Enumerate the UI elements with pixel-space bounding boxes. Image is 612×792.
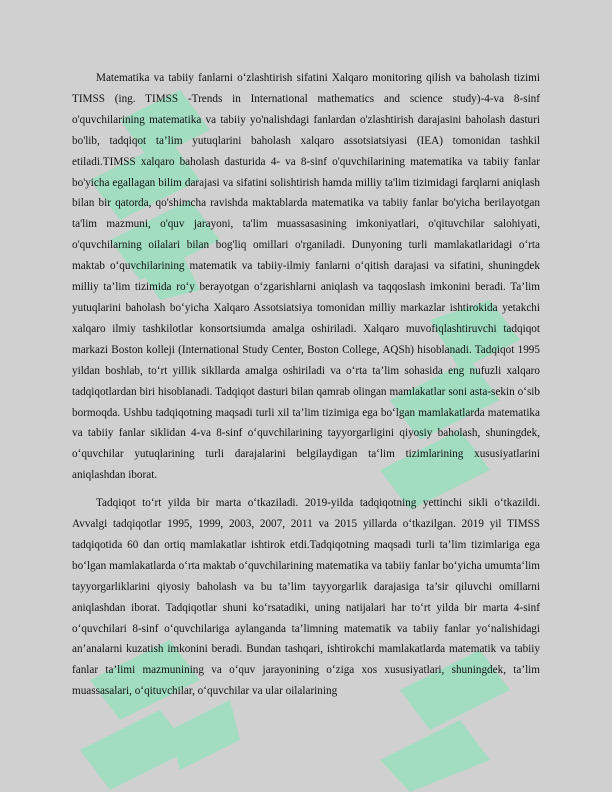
document-body — [72, 68, 540, 702]
paragraph-2: Tadqiqot to‘rt yilda bir marta o‘tkaziladi. 2019-yilda tadqiqotning yettinchi sikli o‘tkazildi. Avvalgi tadqiqotlar 1995, 1999, 2003, 2007, 2011 va 2015 yillarda o‘tkazilgan. 2019 yil TIMSS tadqiqotida 60 dan ortiq mamlakatlar ishtirok etdi.Tadqiqotning maqsadi turli ta’lim tizimlariga ega bo‘lgan mamlakatlarda o‘rta maktab o‘quvchilarining matematika va tabiiy fanlar bo‘yicha umumta‘lim tayyorgarliklarini qiyosiy baholash va bu ta’lim tayyorgarlik darajasiga ta’sir qiluvchi omillarni aniqlashdan iborat. Tadqiqotlar shuni ko‘rsatadiki, uning natijalari har to‘rt yilda bir marta 4-sinf o‘quvchilari 8-sinf o‘quvchilariga aylanganda ta’limning matematik va tabiiy fanlar yo‘nalishidagi an’analarni kuzatish imkonini beradi. Bundan tashqari, ishtirokchi mamlakatlarda matematik va tabiiy fanlar ta’limi mazmunining va o‘quv jarayonining o‘ziga xos xususiyatlari, shuningdek, ta’lim muassasalari, o‘qituvchilar, o‘quvchilar va ular oilalarining — [72, 497, 540, 698]
paragraph-1: Matematika va tabiiy fanlarni o‘zlashtirish sifatini Xalqaro monitoring qilish va baholash tizimi TIMSS (ing. TIMSS -Trends in International mathematics and science study)-4-va 8-sinf o'quvchilarining matematika va tabiiy yo'nalishdagi fanlardan o'zlashtirish darajasini baholash dasturi bo'lib, tadqiqot ta’lim yutuqlarini baholash xalqaro assotsiatsiyasi (IEA) tomonidan tashkil etiladi.TIMSS xalqaro baholash dasturida 4- va 8-sinf o'quvchilarining matematika va tabiiy fanlar bo'yicha egallagan bilim darajasi va sifatini solishtirish hamda milliy ta'lim tizimidagi farqlarni aniqlash bilan bir qatorda, qo'shimcha ravishda maktablarda matematika va tabiiy fanlar bo'yicha berilayotgan ta'lim mazmuni, o'quv jarayoni, ta'lim muassasasining imkoniyatlari, o'qituvchilar salohiyati, o'quvchilarning oilalari bilan bog'liq omillari o'rganiladi. Dunyoning turli mamlakatlaridagi o‘rta maktab o‘quvchilarining matematik va tabiiy-ilmiy fanlarni o‘qitish darajasi va sifatini, shuningdek milliy ta’lim tizimida ro‘y berayotgan o‘zgarishlarni aniqlash va taqqoslash imkonini beradi. Ta’lim yutuqlarini baholash bo‘yicha Xalqaro Assotsiatsiya tomonidan milliy markazlar ishtirokida yetakchi xalqaro ilmiy tashkilotlar konsortsiumda amalga oshiriladi. Xalqaro muvofiqlashtiruvchi tadqiqot markazi Boston kolleji (International Study Center, Boston College, AQSh) hisoblanadi. Tadqiqot 1995 yildan boshlab, to‘rt yillik sikllarda amalga oshiriladi va o‘rta ta’lim sohasida eng nufuzli xalqaro tadqiqotlardan biri hisoblanadi. Tadqiqot dasturi bilan qamrab olingan mamlakatlar soni asta-sekin o‘sib bormoqda. Ushbu tadqiqotning maqsadi turli xil ta’lim tizimiga ega bo‘lgan mamlakatlarda matematika va tabiiy fanlar siklidan 4-va 8-sinf o‘quvchilarining tayyorgarligini qiyosiy baholash, shuningdek, o‘quvchilar yutuqlarining turli darajalarini belgilaydigan ta‘lim tizimlarining xususiyatlarini aniqlashdan iborat. — [72, 72, 540, 482]
